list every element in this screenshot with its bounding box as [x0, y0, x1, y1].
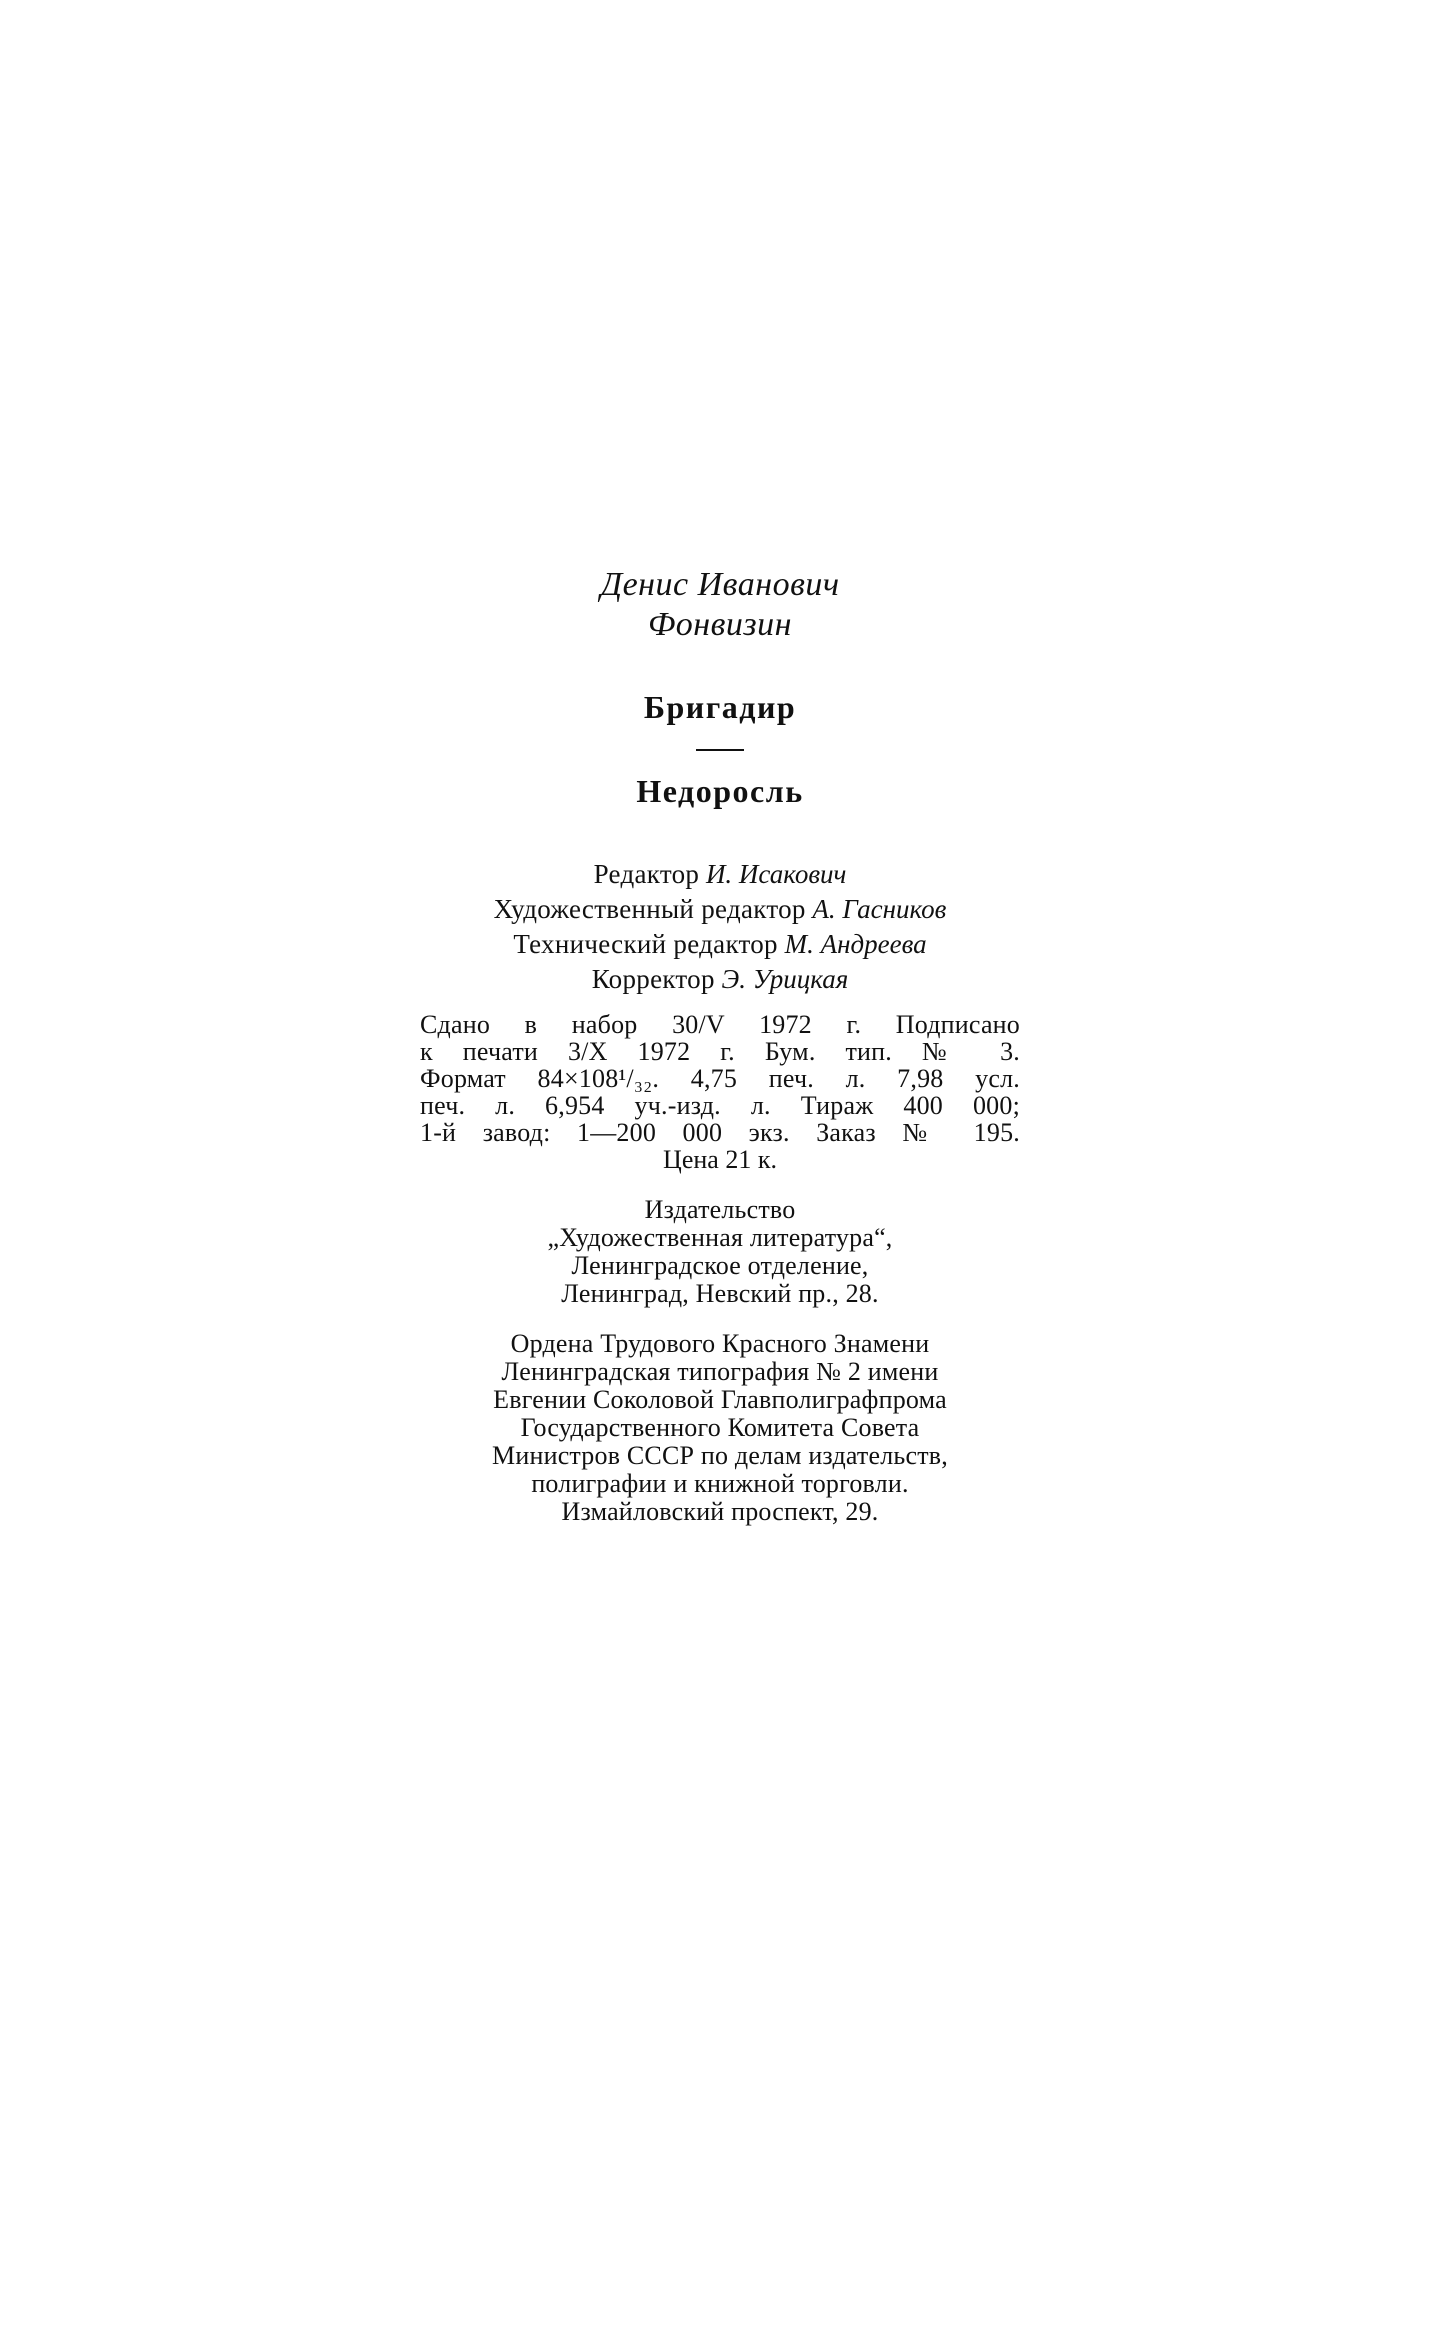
printer-line: Ордена Трудового Красного Знамени — [510, 1329, 930, 1358]
imprint-line: к печати 3/X 1972 г. Бум. тип. № 3. — [420, 1037, 1020, 1066]
author-surname: Фонвизин — [647, 606, 793, 643]
publisher-line: Ленинградское отделение, — [571, 1251, 869, 1280]
publisher-block — [420, 1196, 1020, 1308]
staff-role: Технический редактор — [513, 929, 778, 959]
staff-person: А. Гасников — [812, 894, 947, 924]
printer-line: полиграфии и книжной торговли. — [531, 1469, 909, 1498]
staff-line-editor — [420, 857, 1020, 892]
staff-role: Редактор — [593, 859, 700, 889]
price: Цена 21 к. — [663, 1145, 777, 1174]
printer-block — [420, 1330, 1020, 1526]
imprint-line: Формат 84×108¹/₃₂. 4,75 печ. л. 7,98 усл. — [420, 1064, 1020, 1093]
author-name — [420, 565, 1020, 645]
staff-role: Художественный редактор — [493, 894, 806, 924]
imprint-line: 1-й завод: 1—200 000 экз. Заказ № 195. — [420, 1118, 1020, 1147]
staff-role: Корректор — [591, 964, 715, 994]
staff-line-proofreader — [420, 962, 1020, 997]
work-title-brigadir: Бригадир — [643, 689, 797, 725]
publisher-line: Ленинград, Невский пр., 28. — [561, 1279, 879, 1308]
staff-line-art-editor — [420, 892, 1020, 927]
colophon — [420, 565, 1020, 1526]
staff-person: И. Исакович — [705, 859, 847, 889]
printer-line: Государственного Комитета Совета — [520, 1413, 920, 1442]
staff-line-tech-editor — [420, 927, 1020, 962]
imprint-line: печ. л. 6,954 уч.-изд. л. Тираж 400 000; — [420, 1091, 1020, 1120]
printer-line: Министров СССР по делам издательств, — [492, 1441, 948, 1470]
imprint-line: Сдано в набор 30/V 1972 г. Подписано — [420, 1010, 1020, 1039]
works-divider — [696, 749, 744, 751]
printer-line: Измайловский проспект, 29. — [561, 1497, 879, 1526]
printer-line: Ленинградская типография № 2 имени — [501, 1357, 939, 1386]
publisher-line: „Художественная литература“, — [547, 1223, 893, 1252]
staff-person: Э. Урицкая — [721, 964, 849, 994]
imprint-details — [420, 1011, 1020, 1146]
publisher-line: Издательство — [644, 1195, 796, 1224]
staff-credits — [420, 857, 1020, 997]
author-first-line: Денис Иванович — [600, 566, 840, 603]
printer-line: Евгении Соколовой Главполиграфпрома — [493, 1385, 947, 1414]
work-title-nedorosl: Недоросль — [636, 773, 804, 809]
staff-person: М. Андреева — [784, 929, 927, 959]
